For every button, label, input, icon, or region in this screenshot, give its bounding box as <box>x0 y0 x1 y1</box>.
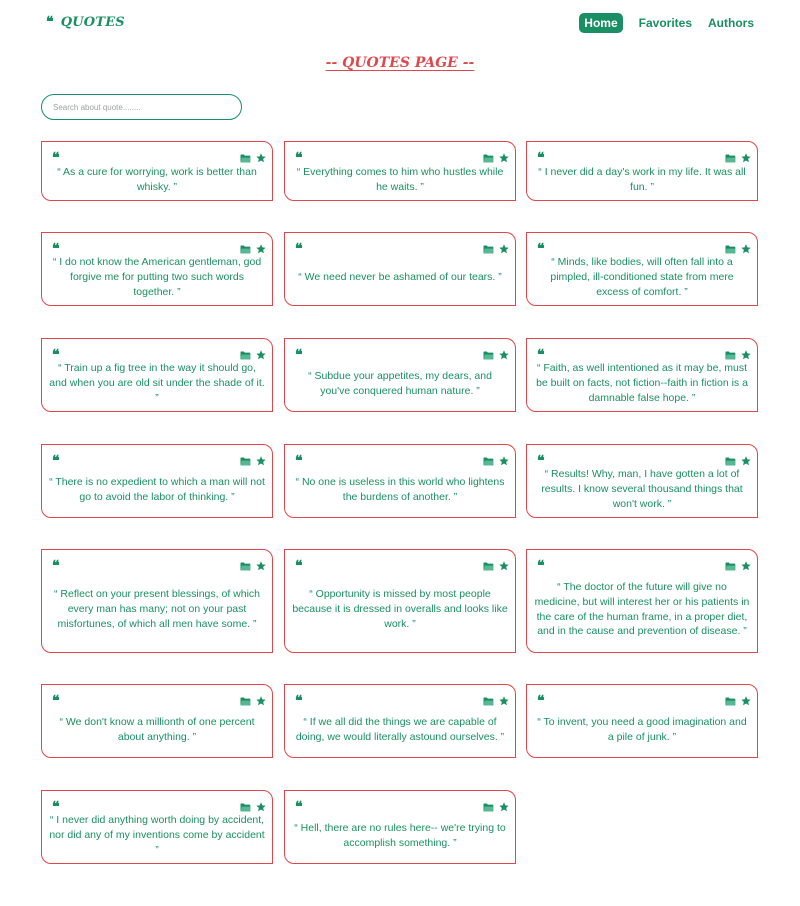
quote-card <box>41 684 273 758</box>
quote-actions <box>235 456 266 466</box>
quote-text: “ As a cure for worrying, work is better than whisky. ” <box>57 165 257 193</box>
folder-icon[interactable] <box>483 457 494 466</box>
star-icon[interactable] <box>741 456 751 466</box>
quote-card-header <box>42 445 272 467</box>
folder-icon[interactable] <box>240 803 251 812</box>
star-icon[interactable] <box>256 456 266 466</box>
quote-mark-icon: ❝ <box>52 799 60 815</box>
folder-icon[interactable] <box>240 697 251 706</box>
quote-mark-icon: ❝ <box>52 693 60 709</box>
quote-actions <box>235 696 266 706</box>
quote-card-header <box>285 339 515 361</box>
quote-mark-icon: ❝ <box>295 558 303 574</box>
quote-text: “ Minds, like bodies, will often fall into a pimpled, ill-conditioned state from mere excess of comfort. ” <box>550 256 734 298</box>
quote-card-header <box>285 233 515 255</box>
quote-text: “ If we all did the things we are capable of doing, we would literally astound ourselves. ” <box>295 715 505 743</box>
quote-mark-icon: ❝ <box>52 347 60 363</box>
quote-actions <box>720 561 751 571</box>
quote-text: “ Train up a fig tree in the way it should go, and when you are old sit under the shade of it. ” <box>49 362 265 404</box>
quote-actions <box>235 350 266 360</box>
quote-card <box>284 444 516 518</box>
quote-mark-icon: ❝ <box>52 241 60 257</box>
quote-actions <box>478 350 509 360</box>
quote-card <box>41 232 273 306</box>
folder-icon[interactable] <box>725 457 736 466</box>
folder-icon[interactable] <box>483 245 494 254</box>
quote-mark-icon: ❝ <box>537 241 545 257</box>
quote-mark-icon: ❝ <box>537 558 545 574</box>
quote-text: “ Hell, there are no rules here-- we're trying to accomplish something. ” <box>294 821 506 849</box>
quote-card-header <box>527 339 757 361</box>
quote-card <box>526 684 758 758</box>
quote-actions <box>235 802 266 812</box>
quote-card <box>41 141 273 201</box>
quote-text: “ I never did anything worth doing by accident, nor did any of my inventions come by accident ” <box>49 814 265 856</box>
nav-links <box>579 13 754 33</box>
quote-card-header <box>285 445 515 467</box>
quote-icon: ❝ <box>46 14 54 30</box>
quote-mark-icon: ❝ <box>537 693 545 709</box>
quote-actions <box>720 153 751 163</box>
quote-card-header <box>42 142 272 164</box>
quote-card <box>284 549 516 653</box>
quote-text: “ Opportunity is missed by most people because it is dressed in overalls and looks like work. ” <box>292 588 508 630</box>
quote-card-header <box>42 791 272 813</box>
star-icon[interactable] <box>741 244 751 254</box>
quote-card <box>526 549 758 653</box>
quote-mark-icon: ❝ <box>295 453 303 469</box>
folder-icon[interactable] <box>483 697 494 706</box>
quote-card-header <box>42 550 272 572</box>
quote-card <box>526 232 758 306</box>
quote-card-header <box>42 233 272 255</box>
quote-actions <box>478 696 509 706</box>
star-icon[interactable] <box>499 456 509 466</box>
quote-card <box>526 338 758 412</box>
folder-icon[interactable] <box>725 351 736 360</box>
star-icon[interactable] <box>499 350 509 360</box>
star-icon[interactable] <box>741 561 751 571</box>
quote-text: “ Subdue your appetites, my dears, and you've conquered human nature. ” <box>308 369 492 397</box>
quote-card-header <box>285 142 515 164</box>
nav-favorites-link[interactable]: Favorites <box>638 16 692 30</box>
quote-card-header <box>285 550 515 572</box>
quote-card <box>284 232 516 306</box>
star-icon[interactable] <box>499 802 509 812</box>
quote-actions <box>235 244 266 254</box>
quote-mark-icon: ❝ <box>537 150 545 166</box>
quote-card-header <box>285 791 515 813</box>
navbar <box>0 0 800 46</box>
star-icon[interactable] <box>256 244 266 254</box>
folder-icon[interactable] <box>240 457 251 466</box>
quote-mark-icon: ❝ <box>537 453 545 469</box>
quote-text: “ Reflect on your present blessings, of which every man has many; not on your past misfortunes, of which all men have some. ” <box>53 588 261 630</box>
folder-icon[interactable] <box>725 562 736 571</box>
quote-actions <box>478 153 509 163</box>
star-icon[interactable] <box>499 244 509 254</box>
quote-card <box>41 790 273 864</box>
folder-icon[interactable] <box>240 154 251 163</box>
quote-actions <box>720 244 751 254</box>
quote-card-header <box>42 339 272 361</box>
quote-card <box>284 338 516 412</box>
quote-mark-icon: ❝ <box>295 799 303 815</box>
quote-text: “ We need never be ashamed of our tears. ” <box>298 271 502 284</box>
quote-mark-icon: ❝ <box>537 347 545 363</box>
folder-icon[interactable] <box>725 154 736 163</box>
quote-mark-icon: ❝ <box>52 453 60 469</box>
star-icon[interactable] <box>499 696 509 706</box>
star-icon[interactable] <box>256 802 266 812</box>
folder-icon[interactable] <box>240 351 251 360</box>
quote-card-header <box>527 142 757 164</box>
quote-actions <box>235 561 266 571</box>
brand-logo[interactable] <box>46 14 125 30</box>
quote-card <box>284 684 516 758</box>
folder-icon[interactable] <box>240 562 251 571</box>
quote-card-header <box>285 685 515 707</box>
quote-text: “ To invent, you need a good imagination and a pile of junk. ” <box>537 715 747 743</box>
quote-card <box>41 338 273 412</box>
quote-actions <box>720 350 751 360</box>
star-icon[interactable] <box>741 153 751 163</box>
folder-icon[interactable] <box>483 351 494 360</box>
quote-card <box>41 444 273 518</box>
quote-mark-icon: ❝ <box>295 693 303 709</box>
folder-icon[interactable] <box>725 245 736 254</box>
quote-card <box>526 141 758 201</box>
quote-actions <box>235 153 266 163</box>
quote-text: “ I never did a day's work in my life. It was all fun. ” <box>538 165 746 193</box>
quote-card <box>284 790 516 864</box>
star-icon[interactable] <box>256 696 266 706</box>
star-icon[interactable] <box>741 350 751 360</box>
nav-home-link[interactable]: Home <box>579 13 622 33</box>
quote-actions <box>478 802 509 812</box>
quote-text: “ I do not know the American gentleman, god forgive me for putting two such words together. ” <box>52 256 262 298</box>
quote-text: “ There is no expedient to which a man will not go to avoid the labor of thinking. ” <box>49 475 265 503</box>
folder-icon[interactable] <box>483 803 494 812</box>
quote-card-header <box>527 233 757 255</box>
quote-text: “ The doctor of the future will give no medicine, but will interest her or his patients in the care of the human frame, in a proper diet, and in the cause and prevention of disease. ” <box>534 581 750 638</box>
folder-icon[interactable] <box>483 562 494 571</box>
nav-authors-link[interactable]: Authors <box>708 16 754 30</box>
star-icon[interactable] <box>499 153 509 163</box>
quote-card <box>41 549 273 653</box>
quote-text: “ No one is useless in this world who lightens the burdens of another. ” <box>295 475 505 503</box>
quote-text: “ Faith, as well intentioned as it may be, must be built on facts, not fiction--faith in fiction is a damnable false hope. ” <box>536 362 748 404</box>
quote-actions <box>720 696 751 706</box>
quote-card <box>284 141 516 201</box>
quote-mark-icon: ❝ <box>295 241 303 257</box>
folder-icon[interactable] <box>725 697 736 706</box>
folder-icon[interactable] <box>240 245 251 254</box>
quote-card <box>526 444 758 518</box>
search-input[interactable] <box>41 94 242 120</box>
quote-actions <box>478 456 509 466</box>
quote-card-header <box>527 445 757 467</box>
quote-text: “ We don't know a millionth of one percent about anything. ” <box>59 715 255 743</box>
page-title: -- QUOTES PAGE -- <box>325 55 475 71</box>
quote-mark-icon: ❝ <box>295 150 303 166</box>
quote-card-header <box>527 685 757 707</box>
quote-actions <box>478 244 509 254</box>
quote-actions <box>720 456 751 466</box>
star-icon[interactable] <box>256 153 266 163</box>
quote-actions <box>478 561 509 571</box>
brand-name: QUOTES <box>60 14 125 30</box>
star-icon[interactable] <box>256 350 266 360</box>
quote-mark-icon: ❝ <box>295 347 303 363</box>
quote-mark-icon: ❝ <box>52 558 60 574</box>
quote-text: “ Everything comes to him who hustles while he waits. ” <box>296 165 504 193</box>
quote-card-header <box>42 685 272 707</box>
quote-card-header <box>527 550 757 572</box>
quote-mark-icon: ❝ <box>52 150 60 166</box>
folder-icon[interactable] <box>483 154 494 163</box>
quote-text: “ Results! Why, man, I have gotten a lot of results. I know several thousand things that won't work. ” <box>541 468 743 510</box>
star-icon[interactable] <box>256 561 266 571</box>
star-icon[interactable] <box>741 696 751 706</box>
star-icon[interactable] <box>499 561 509 571</box>
